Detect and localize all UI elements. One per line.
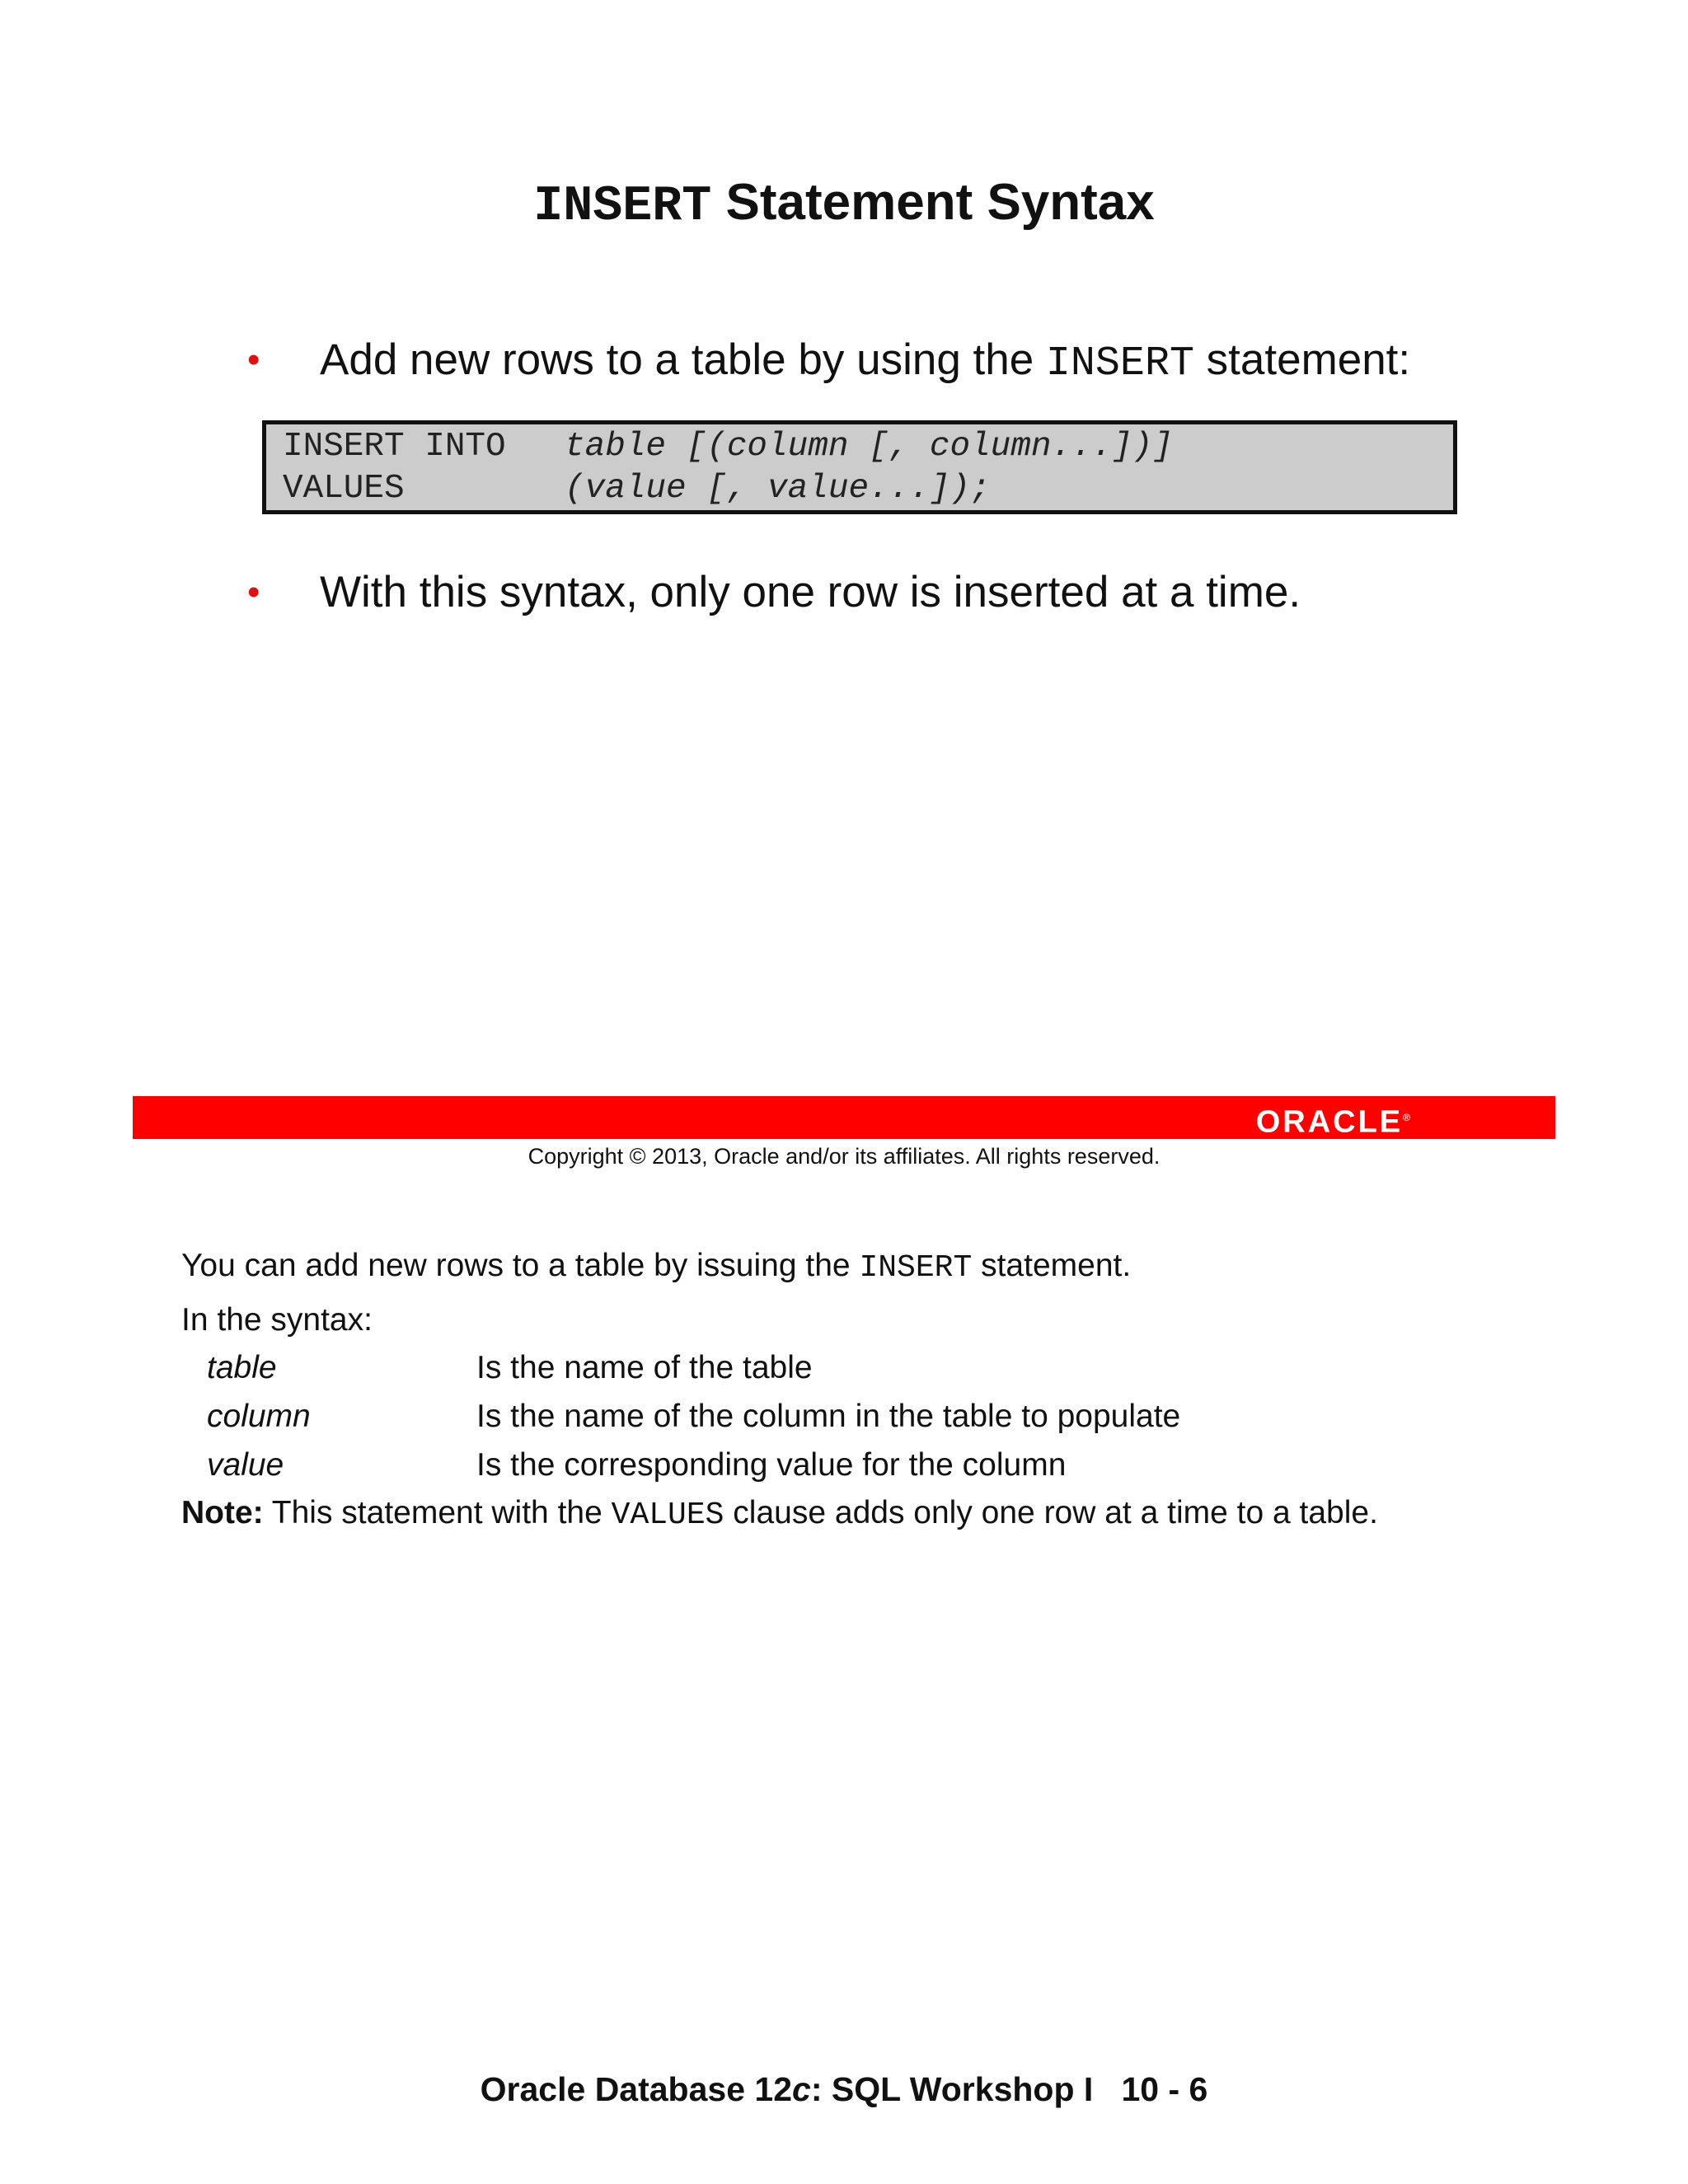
bullet-text-after: statement: — [1193, 335, 1411, 384]
slide-title-text: Statement Syntax — [711, 174, 1155, 231]
course-name-prefix: Oracle Database 12 — [480, 2070, 793, 2108]
notes-note-before: This statement with the — [263, 1495, 612, 1530]
syntax-line-values — [283, 467, 991, 510]
syntax-keyword: INSERT INTO — [283, 428, 506, 466]
notes-intro-code: INSERT — [859, 1250, 973, 1286]
notes-intro — [181, 1245, 1131, 1289]
course-name-italic: c — [792, 2070, 811, 2108]
definition-row — [0, 1347, 1688, 1389]
definition-term: value — [207, 1447, 284, 1483]
notes-intro-before: You can add new rows to a table by issuing the — [181, 1248, 860, 1283]
oracle-logo-mark: ® — [1403, 1112, 1410, 1123]
page-number: 10 - 6 — [1121, 2070, 1208, 2108]
definition-desc: Is the corresponding value for the column — [476, 1447, 1067, 1483]
notes-note — [181, 1493, 1378, 1536]
syntax-code-box — [262, 420, 1457, 514]
definition-term: table — [207, 1350, 277, 1385]
syntax-keyword: VALUES — [283, 470, 405, 508]
definition-term: column — [207, 1399, 311, 1434]
bullet-dot-icon: • — [247, 572, 260, 612]
notes-syntax-label: In the syntax: — [181, 1302, 373, 1338]
bullet-code: INSERT — [1045, 340, 1194, 387]
definition-row — [0, 1396, 1688, 1437]
notes-intro-after: statement. — [972, 1248, 1132, 1283]
copyright-text: Copyright © 2013, Oracle and/or its affiliates. All rights reserved. — [528, 1144, 1160, 1169]
notes-note-code: VALUES — [611, 1497, 724, 1533]
oracle-logo — [1256, 1102, 1410, 1138]
syntax-line-insert — [283, 425, 1173, 468]
bullet-dot-icon: • — [247, 340, 260, 380]
bullet-text — [320, 331, 1410, 393]
slide-title-code: INSERT — [533, 179, 712, 235]
slide-title — [0, 173, 1688, 235]
syntax-args: table [(column [, column...])] — [565, 428, 1174, 466]
definition-desc: Is the name of the column in the table to populate — [476, 1399, 1181, 1434]
oracle-logo-text: ORACLE — [1255, 1104, 1404, 1140]
definition-desc: Is the name of the table — [476, 1350, 813, 1385]
bullet-text-before: Add new rows to a table by using the — [320, 335, 1046, 384]
definition-row — [0, 1445, 1688, 1486]
notes-note-label: Note: — [181, 1495, 264, 1530]
bullet-text: With this syntax, only one row is inserted at a time. — [320, 568, 1301, 616]
notes-note-after: clause adds only one row at a time to a table. — [724, 1495, 1378, 1530]
page-footer — [0, 2070, 1688, 2109]
footer-band — [133, 1096, 1555, 1139]
course-name-suffix: : SQL Workshop I — [810, 2070, 1094, 2108]
syntax-args: (value [, value...]); — [565, 470, 991, 508]
